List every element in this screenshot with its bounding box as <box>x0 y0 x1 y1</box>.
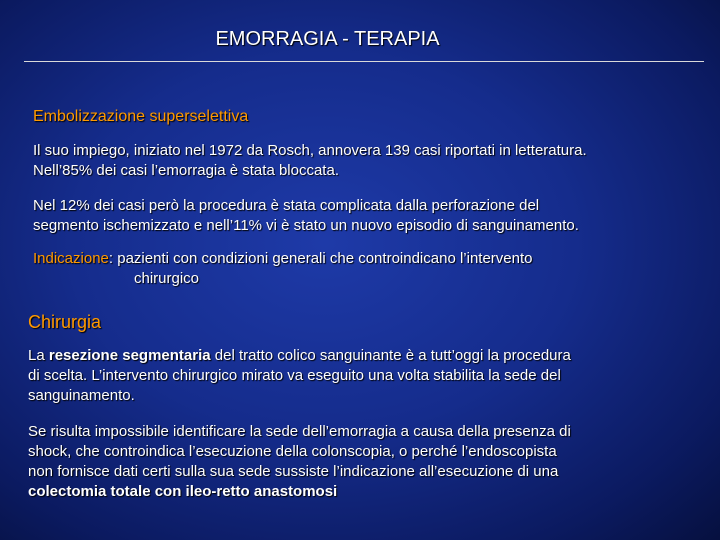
text-line: di scelta. L’intervento chirurgico mirato va eseguito una volta stabilita la sede del <box>28 367 561 384</box>
indication-colon: : <box>108 250 114 267</box>
paragraph-embolization-history <box>33 141 713 181</box>
paragraph-total-colectomy <box>28 422 708 502</box>
text-line: Se risulta impossibile identificare la sede dell’emorragia a causa della presenza di <box>28 423 571 440</box>
text-line: sanguinamento. <box>28 387 135 404</box>
indication-label: Indicazione <box>33 250 109 267</box>
paragraph-embolization-complications <box>33 196 713 236</box>
paragraph-segmental-resection <box>28 346 708 406</box>
slide-title: EMORRAGIA - TERAPIA <box>215 28 440 50</box>
text-line: pazienti con condizioni generali che controindicano l’intervento <box>113 250 533 267</box>
text-line: Il suo impiego, iniziato nel 1972 da Rosch, annovera 139 casi riportati in letteratura. <box>33 142 587 159</box>
text-line: Nell’85% dei casi l’emorragia è stata bloccata. <box>33 162 339 179</box>
heading-chirurgia: Chirurgia <box>28 312 102 332</box>
text-line: Nel 12% dei casi però la procedura è stata complicata dalla perforazione del <box>33 197 540 214</box>
text-line: La <box>28 347 49 364</box>
text-line: shock, che controindica l’esecuzione della colonscopia, o perché l’endoscopista <box>28 443 557 460</box>
emphasis-resezione-segmentaria: resezione segmentaria <box>48 347 211 364</box>
heading-embolizzazione: Embolizzazione superselettiva <box>33 108 249 125</box>
title-divider <box>24 61 704 62</box>
paragraph-indication <box>33 249 713 289</box>
emphasis-colectomia-totale: colectomia totale con ileo-retto anastomosi <box>28 483 338 500</box>
text-line: non fornisce dati certi sulla sua sede sussiste l’indicazione all’esecuzione di una <box>28 463 559 480</box>
text-line: del tratto colico sanguinante è a tutt’oggi la procedura <box>210 347 571 364</box>
text-line: segmento ischemizzato e nell’11% vi è stato un nuovo episodio di sanguinamento. <box>33 217 579 234</box>
text-line: chirurgico <box>134 270 200 287</box>
